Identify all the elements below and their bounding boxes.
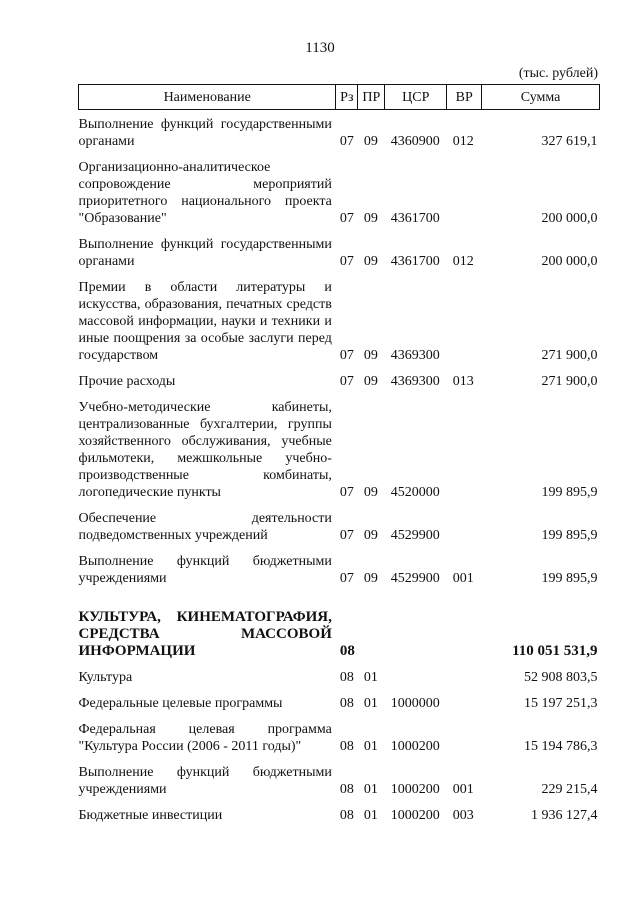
header-sum: Сумма [482,85,600,110]
cell-rz: 08 [339,643,355,659]
cell-sum: 15 194 786,3 [524,739,598,754]
table-row [79,501,600,544]
cell-vr [447,660,482,686]
units-label: (тыс. рублей) [518,66,598,81]
table-row [79,544,600,587]
cell-name: Выполнение функций бюджетными учреждениями [78,765,332,797]
table-row [79,227,600,270]
cell-name: Учебно-методические кабинеты, централизованные бухгалтерии, группы хозяйственного обслуживания, учебные фильмотеки, межшкольные учебно-производственные комбинаты, логопедические пункты [78,400,332,500]
cell-vr: 001 [452,782,474,797]
cell-name: Выполнение функций государственными органами [78,237,332,269]
cell-sum: 15 197 251,3 [524,696,598,711]
cell-rz: 07 [339,348,354,363]
cell-vr [447,712,482,755]
cell-pr: 01 [363,739,378,754]
cell-sum: 199 895,9 [541,485,598,500]
cell-sum: 271 900,0 [541,374,598,389]
cell-vr [447,587,482,660]
cell-csr: 1000200 [390,782,440,797]
cell-rz: 08 [339,739,354,754]
cell-sum: 200 000,0 [541,211,598,226]
cell-sum: 327 619,1 [541,134,598,149]
cell-pr: 09 [363,485,378,500]
table-row [79,364,600,390]
cell-sum: 52 908 803,5 [524,670,598,685]
header-vr: ВР [447,85,482,110]
cell-csr: 1000200 [390,808,440,823]
cell-vr [447,390,482,501]
cell-sum: 200 000,0 [541,254,598,269]
cell-name: Выполнение функций бюджетными учреждениями [78,554,332,586]
cell-pr [358,587,385,660]
cell-vr: 013 [452,374,474,389]
cell-pr: 09 [363,348,378,363]
cell-pr: 09 [363,571,378,586]
page-number: 1130 [305,40,335,56]
cell-name: Прочие расходы [78,374,176,389]
table-section-row [79,587,600,660]
table-row [79,150,600,227]
cell-csr: 4529900 [390,571,440,586]
cell-rz: 08 [339,670,354,685]
cell-csr [385,660,447,686]
cell-sum: 229 215,4 [541,782,598,797]
header-rz: Рз [336,85,358,110]
cell-vr: 003 [452,808,474,823]
cell-pr: 01 [363,696,378,711]
budget-table [78,84,600,824]
cell-pr: 01 [363,782,378,797]
cell-name: КУЛЬТУРА, КИНЕМАТОГРАФИЯ, СРЕДСТВА МАССОВОЙ ИНФОРМАЦИИ [78,609,332,659]
cell-pr: 09 [363,254,378,269]
cell-rz: 07 [339,528,354,543]
cell-vr [447,150,482,227]
cell-sum: 1 936 127,4 [531,808,598,823]
table-row [79,660,600,686]
cell-csr: 4369300 [390,374,440,389]
cell-sum: 110 051 531,9 [512,643,598,659]
cell-rz: 08 [339,782,354,797]
cell-rz: 08 [339,696,354,711]
cell-rz: 08 [339,808,354,823]
cell-csr: 4360900 [390,134,440,149]
table-row [79,712,600,755]
cell-csr: 1000200 [390,739,440,754]
cell-name: Премии в области литературы и искусства, образования, печатных средств массовой информации, науки и техники и иные поощрения за особые заслуги перед государством [78,280,332,363]
table-row [79,390,600,501]
cell-name: Федеральные целевые программы [78,696,283,711]
cell-pr: 09 [363,374,378,389]
cell-name: Обеспечение деятельности подведомственных учреждений [78,511,332,543]
cell-rz: 07 [339,485,354,500]
header-name: Наименование [79,85,336,110]
cell-vr: 012 [452,254,474,269]
cell-csr: 4529900 [390,528,440,543]
cell-pr: 09 [363,211,378,226]
header-pr: ПР [358,85,385,110]
cell-name: Выполнение функций государственными органами [78,117,332,149]
cell-rz: 07 [339,211,354,226]
table-row [79,270,600,364]
table-row [79,798,600,824]
cell-vr [447,270,482,364]
cell-csr: 1000000 [390,696,440,711]
table-row [79,686,600,712]
cell-name: Федеральная целевая программа "Культура России (2006 - 2011 годы)" [78,722,332,754]
cell-sum: 271 900,0 [541,348,598,363]
header-csr: ЦСР [385,85,447,110]
cell-pr: 09 [363,528,378,543]
table-body [79,110,600,825]
cell-pr: 01 [363,670,378,685]
cell-vr [447,501,482,544]
cell-rz: 07 [339,374,354,389]
cell-name: Бюджетные инвестиции [78,808,223,823]
cell-pr: 01 [363,808,378,823]
cell-vr: 012 [452,134,474,149]
cell-csr: 4361700 [390,254,440,269]
cell-csr: 4520000 [390,485,440,500]
cell-sum: 199 895,9 [541,571,598,586]
cell-vr: 001 [452,571,474,586]
table-header-row [79,85,600,110]
cell-rz: 07 [339,134,354,149]
cell-vr [447,686,482,712]
cell-csr: 4361700 [390,211,440,226]
cell-name: Организационно-аналитическое сопровождение мероприятий приоритетного национального проекта "Образование" [78,160,332,226]
cell-sum: 199 895,9 [541,528,598,543]
cell-rz: 07 [339,571,354,586]
cell-csr: 4369300 [390,348,440,363]
table-row [79,755,600,798]
cell-csr [385,587,447,660]
cell-pr: 09 [363,134,378,149]
cell-rz: 07 [339,254,354,269]
cell-name: Культура [78,670,133,685]
table-row [79,110,600,151]
